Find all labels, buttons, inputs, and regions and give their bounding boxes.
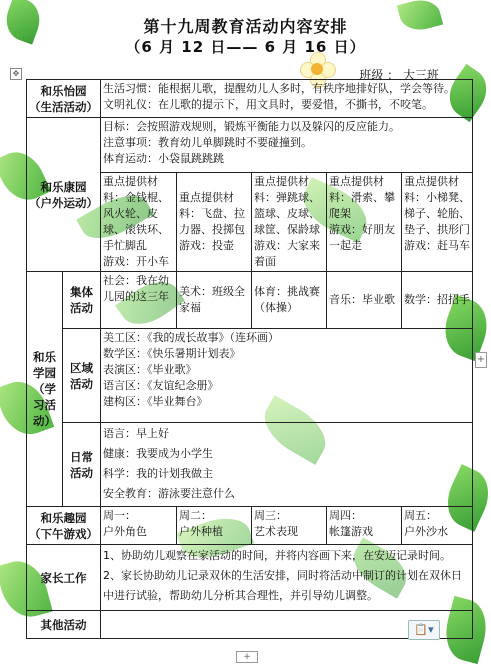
fun-day-cell xyxy=(402,507,473,545)
fun-activity: 户外沙水 xyxy=(404,525,448,538)
health-sport: 体育运动：小袋鼠跳跳跳 xyxy=(103,152,224,165)
daily-activity-content xyxy=(101,423,473,507)
group-activity-cell: 数学：招招手 xyxy=(402,272,473,329)
health-goal: 目标：会按照游戏规则，锻炼平衡能力以及躲闪的反应能力。 xyxy=(103,120,400,133)
material-cell: 重点提供材料：弹跳球、篮球、皮球、球筐、保龄球 游戏：大家来着面 xyxy=(252,173,327,272)
group-activity-cell: 音乐：毕业歌 xyxy=(327,272,402,329)
life-content xyxy=(101,80,473,118)
health-label: 和乐康园 （户外运动） xyxy=(27,118,101,272)
area-line: 数学区：《快乐暑期计划表》 xyxy=(103,347,241,360)
fun-activity: 帐篷游戏 xyxy=(329,525,373,538)
health-note: 注意事项：教育幼儿单脚跳时不要碰撞到。 xyxy=(103,136,312,149)
add-row-icon[interactable]: + xyxy=(236,651,258,663)
other-label: 其他活动 xyxy=(27,611,101,639)
group-activity-cell: 体育：挑战赛（体操） xyxy=(252,272,327,329)
health-info xyxy=(101,118,473,173)
fun-activity: 户外种植 xyxy=(179,525,223,538)
life-label: 和乐怡园 （生活活动） xyxy=(27,80,101,118)
group-activity-cell: 社会：我在幼儿园的这三年 xyxy=(101,272,177,329)
schedule-table xyxy=(26,79,473,639)
area-line: 建构区：《毕业舞台》 xyxy=(103,395,208,408)
parents-content xyxy=(101,545,473,611)
fun-day: 周三： xyxy=(254,509,287,522)
fun-day-cell xyxy=(252,507,327,545)
table-move-handle-icon[interactable]: ✥ xyxy=(10,68,22,80)
fun-activity: 艺术表现 xyxy=(254,525,298,538)
paste-options-icon[interactable]: 📋▾ xyxy=(408,620,440,640)
life-line: 文明礼仪：在儿歌的提示下，用文具时，要爱惜，不撕书，不咬笔。 xyxy=(103,98,433,111)
material-cell: 重点提供材料：小梯凳、梯子、轮胎、垫子、拱形门 游戏：赶马车 xyxy=(402,173,473,272)
parents-line: 1、协助幼儿观察在家活动的时间，并将内容画下来，在安迈记录时间。 xyxy=(103,549,451,562)
add-column-icon[interactable]: + xyxy=(475,352,487,368)
fun-day: 周四： xyxy=(329,509,362,522)
page-title: 第十九周教育活动内容安排 xyxy=(143,17,348,36)
area-line: 美工区：《我的成长故事》（连环画） xyxy=(103,331,279,344)
area-line: 表演区：《毕业歌》 xyxy=(103,363,197,376)
daily-line: 语言：早上好 xyxy=(103,427,169,440)
fun-day: 周一： xyxy=(103,509,136,522)
fun-day-cell xyxy=(101,507,177,545)
material-cell: 重点提供材料：滑索、攀爬架 游戏：好朋友一起走 xyxy=(327,173,402,272)
fun-label: 和乐趣园 （下午游戏） xyxy=(27,507,101,545)
area-activity-label: 区域活动 xyxy=(63,329,101,423)
fun-day: 周五： xyxy=(404,509,437,522)
daily-line: 科学：我的计划我做主 xyxy=(103,467,213,480)
fun-day: 周二： xyxy=(179,509,212,522)
parents-line: 2、家长协助幼儿记录双休的生活安排，同时将活动中制订的计划在双休日中进行试验，帮助幼儿分析其合理性，并引导幼儿调整。 xyxy=(103,569,462,602)
learning-label: 和乐学园 （学习活动） xyxy=(27,272,63,507)
daily-line: 健康：我要成为小学生 xyxy=(103,447,213,460)
fun-activity: 户外角色 xyxy=(103,525,147,538)
class-label: 班级 ： 大三班 xyxy=(359,68,439,82)
daily-line: 安全教育：游泳要注意什么 xyxy=(103,487,235,500)
date-range: （6 月 12 日—— 6 月 16 日） xyxy=(125,38,366,56)
parents-label: 家长工作 xyxy=(27,545,101,611)
daily-activity-label: 日常活动 xyxy=(63,423,101,507)
area-line: 语言区：《友谊纪念册》 xyxy=(103,379,219,392)
material-cell: 重点提供材料：飞盘、拉力器、投掷包 游戏：投壶 xyxy=(177,173,252,272)
fun-day-cell xyxy=(327,507,402,545)
material-cell: 重点提供材料：金钱棍、风火轮、皮球、滚铁环、手忙脚乱 游戏：开小车 xyxy=(101,173,177,272)
life-line: 生活习惯：能根据儿歌，提醒幼儿人多时，有秩序地排好队，学会等待。 xyxy=(103,82,455,95)
group-activity-cell: 美术：班级全家福 xyxy=(177,272,252,329)
fun-day-cell xyxy=(177,507,252,545)
area-activity-content xyxy=(101,329,473,423)
group-activity-label: 集体活动 xyxy=(63,272,101,329)
